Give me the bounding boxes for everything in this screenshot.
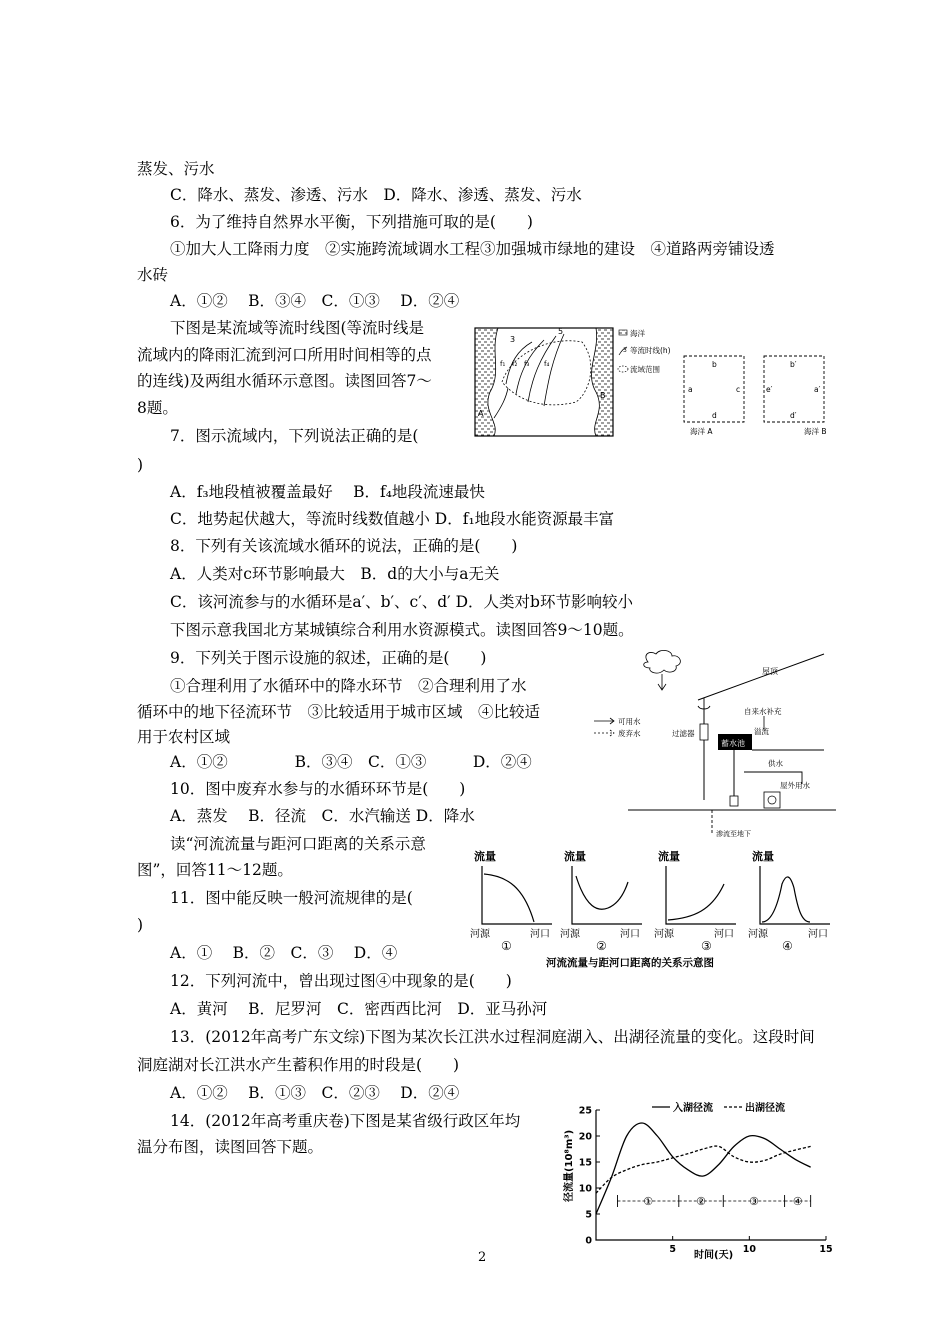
question-7: 7．图示流域内，下列说法正确的是(: [170, 427, 419, 445]
text-line: 读“河流流量与距河口距离的关系示意: [170, 835, 426, 853]
roof-label: 屋顶: [762, 667, 778, 676]
svg-text:河源: 河源: [470, 929, 490, 940]
contour-label: 3: [510, 335, 516, 344]
x-tick-label: 5: [669, 1244, 676, 1255]
outdoor-label: 屋外用水: [780, 781, 810, 790]
flow-distance-figure: [468, 844, 842, 974]
svg-text:河口: 河口: [808, 929, 828, 940]
options-6: A．①② B．③④ C．①③ D．②④: [170, 292, 460, 310]
question-9: 9．下列关于图示设施的叙述，正确的是( ): [170, 649, 487, 667]
options-8-ab: A．人类对c环节影响最大 B．d的大小与a无关: [170, 565, 500, 583]
svg-text:流量: 流量: [658, 850, 680, 863]
section-label: f₄: [544, 360, 550, 368]
svg-text:流量: 流量: [474, 850, 496, 863]
legend-basin: 流域范围: [630, 365, 660, 374]
y-tick-label: 0: [585, 1235, 592, 1247]
text-line: 循环中的地下径流环节 ③比较适用于城市区域 ④比较适: [137, 703, 541, 721]
y-tick-label: 10: [578, 1183, 592, 1195]
text-line: 水砖: [137, 266, 169, 284]
y-tick-label: 25: [578, 1105, 592, 1117]
y-tick-label: 15: [578, 1157, 592, 1169]
svg-text:流量: 流量: [752, 850, 774, 863]
flow-panel-3: [654, 849, 736, 953]
svg-text:河口: 河口: [714, 929, 734, 940]
period-label: ①: [643, 1195, 654, 1208]
question-11: 11．图中能反映一般河流规律的是(: [170, 889, 413, 907]
options-13: A．①② B．①③ C．②③ D．②④: [170, 1084, 460, 1102]
text-line: 下图示意我国北方某城镇综合利用水资源模式。读图回答9～10题。: [170, 621, 634, 639]
svg-text:e′: e′: [766, 385, 773, 394]
options-11: A．① B．② C．③ D．④: [170, 944, 398, 962]
svg-text:b: b: [712, 360, 717, 369]
svg-text:a: a: [688, 385, 693, 394]
svg-text:③: ③: [701, 939, 712, 953]
text-line: C．降水、蒸发、渗透、污水 D．降水、渗透、蒸发、污水: [170, 186, 582, 204]
text-line: 下图是某流域等流时线图(等流时线是: [170, 319, 425, 337]
x-tick-label: 10: [742, 1244, 756, 1255]
supply-label: 供水: [768, 759, 783, 768]
text-line: 温分布图，读图回答下题。: [137, 1138, 324, 1156]
text-line: ①合理利用了水循环中的降水环节 ②合理利用了水: [170, 677, 527, 695]
legend-usable: 可用水: [618, 717, 641, 726]
x-axis-label: 时间(天): [694, 1250, 734, 1261]
section-label: f₂: [512, 360, 518, 368]
svg-text:河源: 河源: [560, 929, 580, 940]
svg-text:流量: 流量: [564, 850, 586, 863]
flow-panel-1: [470, 849, 552, 953]
options-10: A．蒸发 B．径流 C．水汽输送 D．降水: [170, 807, 475, 825]
options-7-cd: C．地势起伏越大，等流时线数值越小 D．f₁地段水能资源最丰富: [170, 510, 615, 528]
contour-label: 5: [558, 327, 564, 336]
filter-label: 过滤器: [672, 729, 695, 738]
svg-text:河源: 河源: [748, 929, 768, 940]
toilet-icon: [730, 796, 738, 806]
sea-label-b: B: [600, 391, 606, 400]
period-label: ②: [696, 1195, 706, 1208]
y-axis-label: 径流量(10⁸m³): [564, 1129, 575, 1202]
svg-text:河口: 河口: [530, 929, 550, 940]
legend-sea: 海洋: [630, 329, 645, 338]
svg-text:d: d: [712, 411, 717, 420]
text-line: 蒸发、污水: [137, 160, 215, 178]
svg-text:河源: 河源: [654, 929, 674, 940]
x-tick-label: 15: [819, 1244, 833, 1255]
flow-panel-2: [560, 849, 642, 953]
text-line: 流域内的降雨汇流到河口所用时间相等的点: [137, 346, 432, 364]
runoff-chart: [556, 1090, 846, 1266]
water-loop-a: [684, 356, 744, 436]
tank-label: 蓄水池: [721, 739, 745, 748]
legend-inflow: 入湖径流: [673, 1103, 713, 1114]
flow-figure-caption: 河流流量与距河口距离的关系示意图: [546, 957, 714, 969]
text-line: ①加大人工降雨力度 ②实施跨流域调水工程③加强城市绿地的建设 ④道路两旁铺设透: [170, 240, 775, 258]
question-8: 8．下列有关该流域水循环的说法，正确的是( ): [170, 537, 518, 555]
legend-outflow: 出湖径流: [745, 1103, 785, 1114]
svg-text:d′: d′: [790, 411, 797, 420]
outflow-series-line: [596, 1146, 811, 1193]
section-label: f₁: [500, 360, 506, 368]
text-line: ): [137, 916, 144, 934]
y-tick-label: 5: [585, 1209, 592, 1221]
seep-label: 渗流至地下: [716, 830, 751, 838]
svg-text:②: ②: [596, 939, 607, 953]
question-10: 10．图中废弃水参与的水循环环节是( ): [170, 780, 466, 798]
text-line: 8题。: [137, 399, 178, 417]
text-line: 用于农村区域: [137, 728, 231, 746]
svg-text:海洋 B: 海洋 B: [804, 427, 827, 436]
flow-panel-4: [748, 849, 830, 953]
legend-waste: 废弃水: [618, 729, 641, 738]
text-line: 图”，回答11～12题。: [137, 861, 293, 879]
isochrone-figure: [472, 322, 844, 444]
options-12: A．黄河 B．尼罗河 C．密西西比河 D．亚马孙河: [170, 1000, 548, 1018]
overflow-label: 溢流: [754, 727, 769, 736]
section-label: f₃: [524, 360, 530, 368]
svg-text:c: c: [736, 385, 741, 394]
question-12: 12．下列河流中，曾出现过图④中现象的是( ): [170, 972, 512, 990]
options-8-cd: C．该河流参与的水循环是a′、b′、c′、d′ D．人类对b环节影响较小: [170, 593, 633, 611]
text-line: 的连线)及两组水循环示意图。读图回答7～: [137, 372, 432, 390]
options-7-ab: A．f₃地段植被覆盖最好 B．f₄地段流速最快: [170, 483, 485, 501]
sea-label-a: A: [478, 409, 484, 418]
water-loop-b: [764, 356, 827, 436]
period-label: ③: [748, 1195, 759, 1208]
rainwater-system-figure: [588, 650, 838, 842]
y-tick-label: 20: [578, 1131, 592, 1143]
page-number: 2: [478, 1250, 487, 1265]
washer-icon: [764, 792, 780, 808]
text-line: ): [137, 456, 144, 474]
question-6: 6．为了维持自然界水平衡，下列措施可取的是( ): [170, 213, 533, 231]
svg-text:河口: 河口: [620, 929, 640, 940]
legend-contour-num: 3: [623, 347, 627, 354]
period-label: ④: [792, 1195, 803, 1208]
text-line: 洞庭湖对长江洪水产生蓄积作用的时段是( ): [137, 1056, 460, 1074]
tap-refill-label: 自来水补充: [744, 707, 782, 716]
svg-text:海洋 A: 海洋 A: [690, 427, 713, 436]
cloud-icon: [644, 650, 681, 673]
svg-text:b′: b′: [790, 360, 797, 369]
svg-text:④: ④: [782, 939, 793, 953]
question-13: 13．(2012年高考广东文综)下图为某次长江洪水过程洞庭湖入、出湖径流量的变化。这段时间: [170, 1028, 815, 1046]
svg-text:a′: a′: [814, 385, 821, 394]
question-14: 14．(2012年高考重庆卷)下图是某省级行政区年均: [170, 1112, 521, 1130]
options-9: A．①② B．③④ C．①③ D．②④: [170, 753, 532, 771]
svg-text:①: ①: [501, 939, 512, 953]
legend-isochrone: 等流时线(h): [630, 346, 671, 355]
